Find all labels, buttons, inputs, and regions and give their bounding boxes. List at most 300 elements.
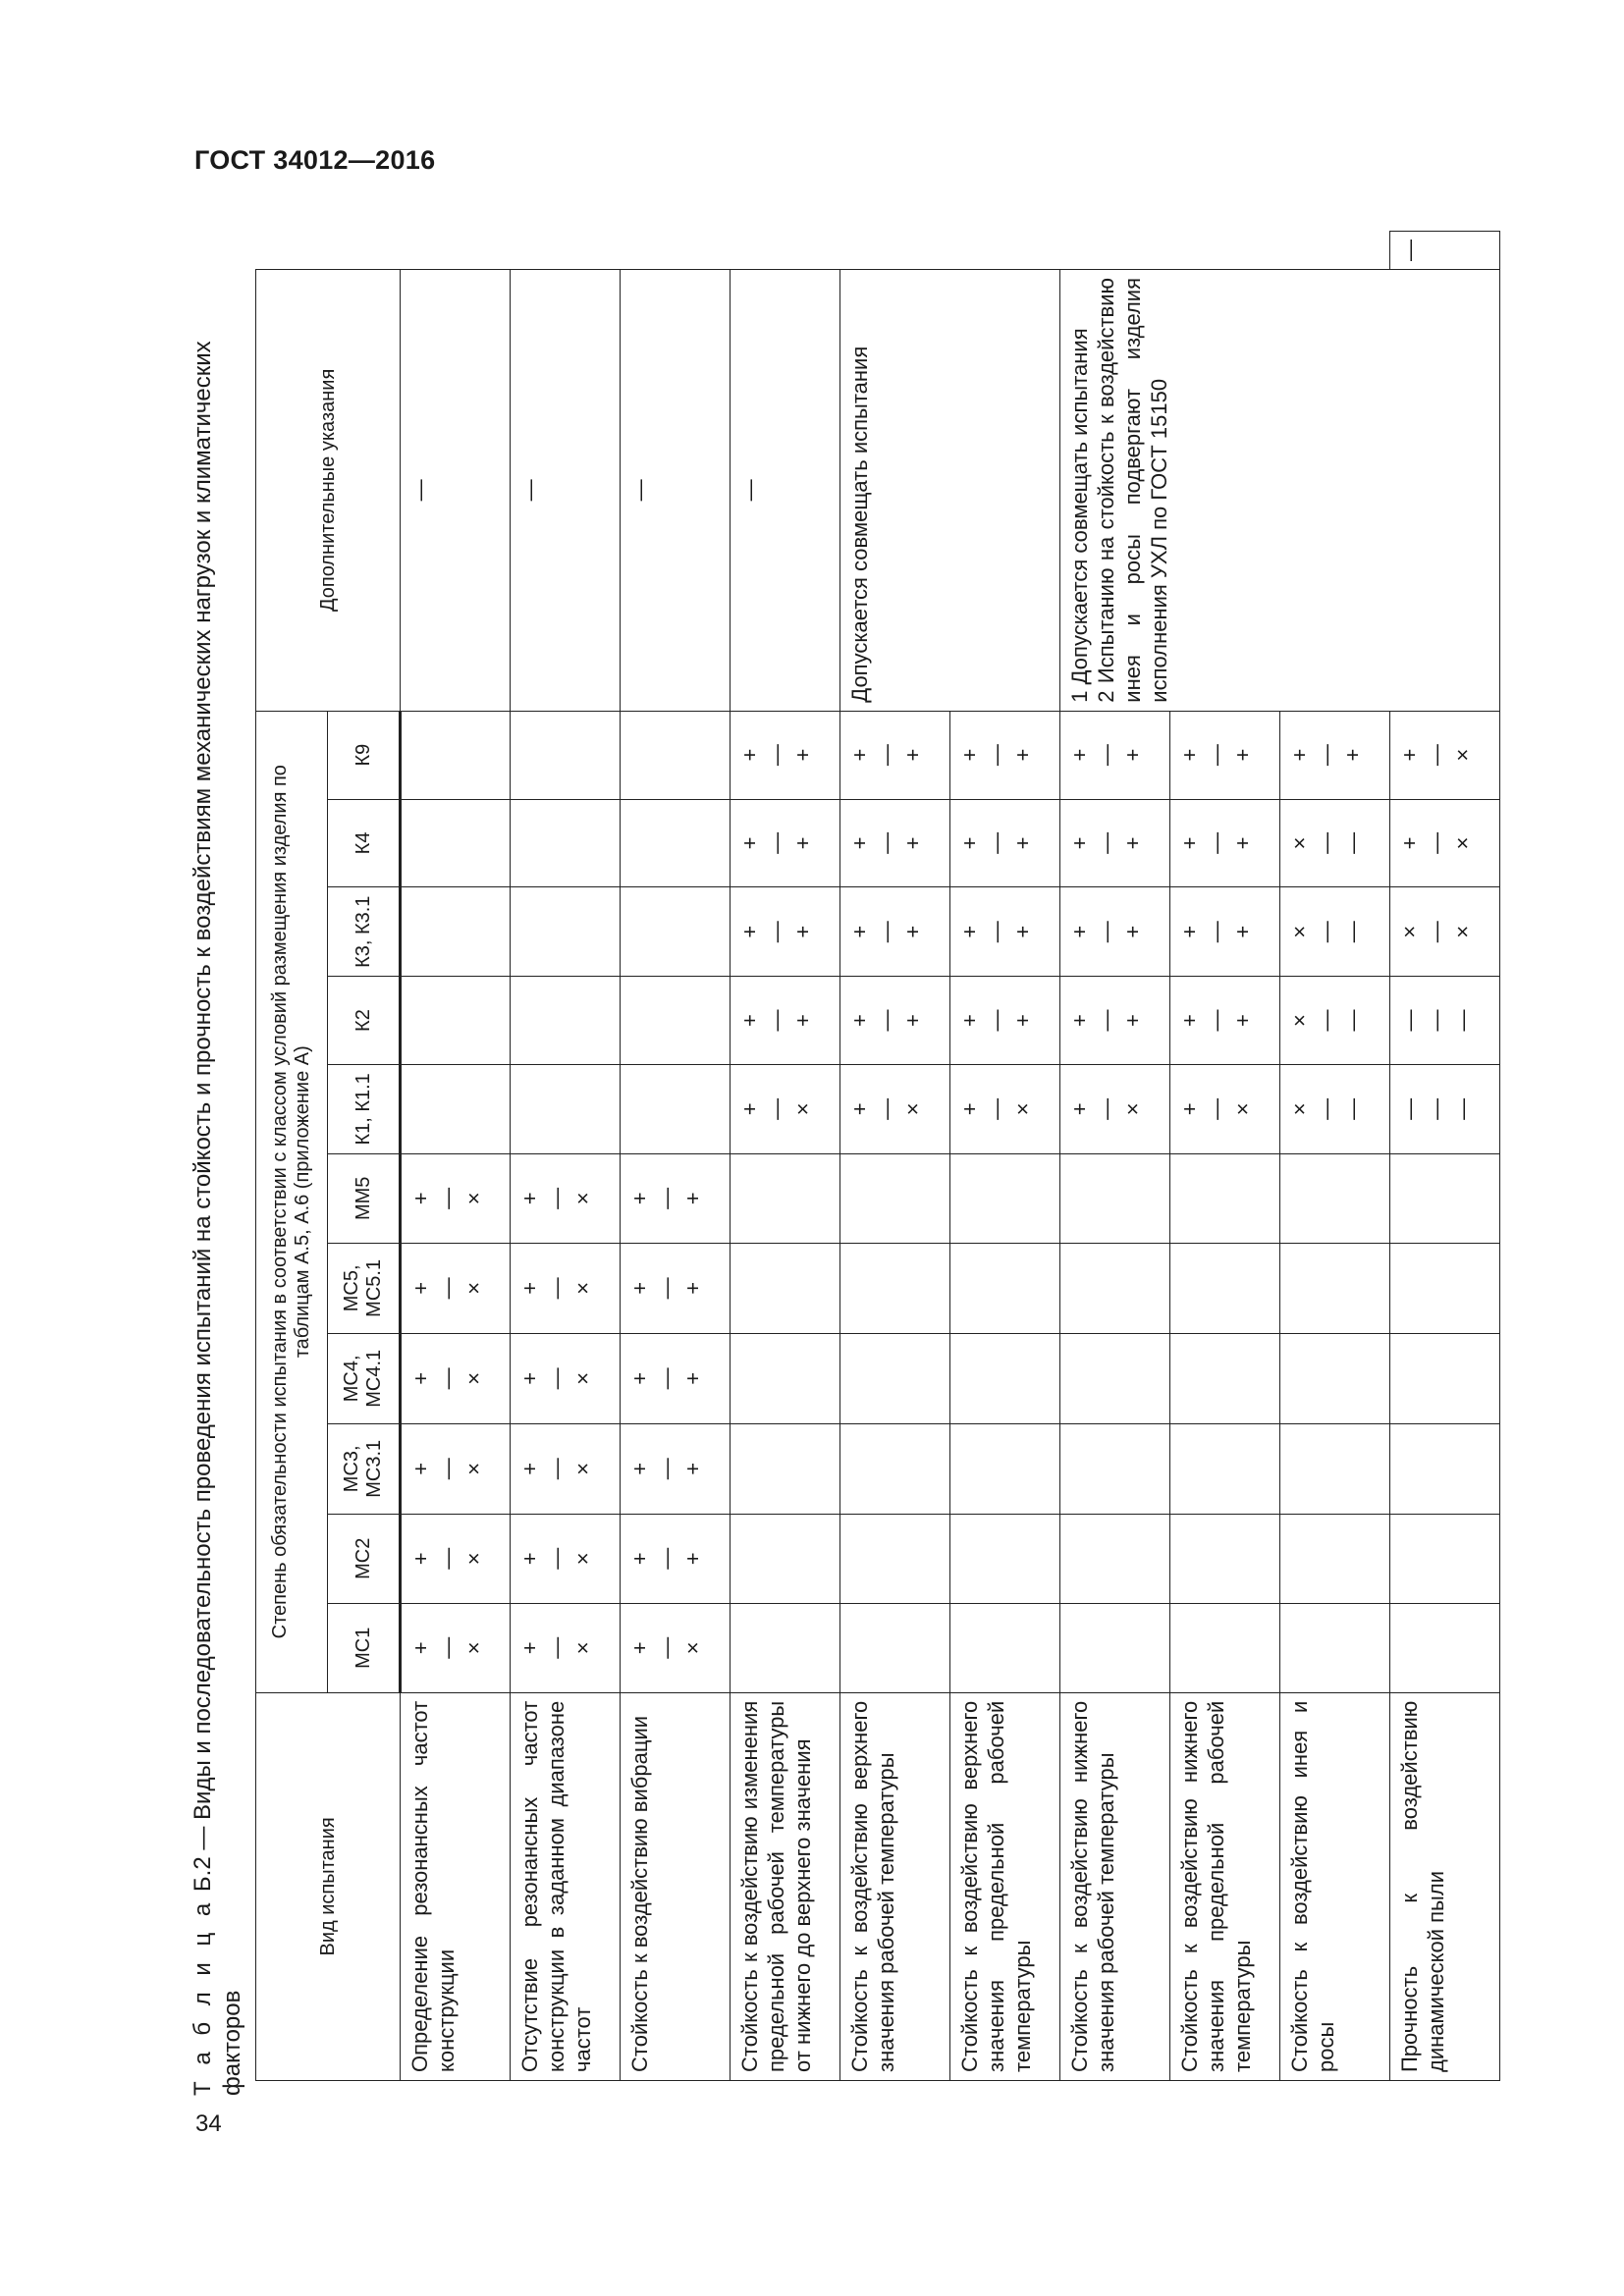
class-mark-cell xyxy=(621,977,731,1065)
mark-symbol: + xyxy=(1230,836,1255,850)
class-mark-cell xyxy=(1390,1603,1500,1692)
mark-symbol: + xyxy=(1067,1014,1092,1027)
mark-symbol: + xyxy=(1067,836,1092,850)
class-mark-cell xyxy=(1390,1243,1500,1333)
notes-cell xyxy=(731,270,840,712)
mark-symbol: — xyxy=(1314,921,1338,943)
mark-symbol: — xyxy=(654,1547,678,1570)
mark-symbol: — xyxy=(874,921,898,943)
table-row xyxy=(731,232,840,2081)
mark-symbol: + xyxy=(847,925,872,938)
mark-symbol: — xyxy=(1204,921,1228,943)
mark-symbol: — xyxy=(435,1458,460,1480)
mark-symbol: — xyxy=(435,1367,460,1390)
class-mark-cell xyxy=(511,711,621,799)
mark-symbol: + xyxy=(627,1371,652,1385)
class-mark-cell xyxy=(1170,1423,1280,1514)
class-mark-cell xyxy=(840,1333,950,1423)
mark-symbol: + xyxy=(1177,836,1202,850)
class-mark-cell xyxy=(511,1603,621,1692)
caption-prefix: Т а б л и ц а xyxy=(189,1897,216,2096)
class-mark-cell xyxy=(731,1423,840,1514)
class-mark-cell xyxy=(1060,711,1170,799)
mark-symbol: — xyxy=(874,744,898,767)
class-mark-cell xyxy=(731,1064,840,1153)
mark-symbol: — xyxy=(435,1187,460,1209)
mark-symbol: — xyxy=(654,1367,678,1390)
class-mark-cell xyxy=(1170,1333,1280,1423)
class-mark-cell xyxy=(1060,977,1170,1065)
test-name: Стойкость к воздействию нижнего значения рабочей температуры xyxy=(1060,1692,1170,2080)
mark-symbol: — xyxy=(874,1009,898,1032)
mark-symbol: × xyxy=(680,1641,705,1655)
mark-symbol: — xyxy=(544,1277,568,1300)
table-row xyxy=(840,232,950,2081)
note-line: — xyxy=(737,479,762,502)
class-mark-cell xyxy=(840,1514,950,1603)
notes-cell xyxy=(840,270,1060,712)
mark-symbol: — xyxy=(544,1458,568,1480)
mark-symbol: — xyxy=(1314,1097,1338,1120)
mark-symbol: × xyxy=(570,1192,595,1205)
tests-table xyxy=(255,231,1500,2081)
mark-symbol: — xyxy=(1424,1009,1448,1032)
class-mark-cell xyxy=(950,1603,1060,1692)
mark-symbol: + xyxy=(408,1462,433,1475)
class-mark-cell xyxy=(511,1514,621,1603)
class-mark-cell xyxy=(511,1064,621,1153)
class-mark-cell xyxy=(401,799,511,887)
test-name: Стойкость к воздействию нижнего значения предельной рабочей температуры xyxy=(1170,1692,1280,2080)
class-mark-cell xyxy=(1170,711,1280,799)
table-row xyxy=(621,232,731,2081)
class-mark-cell xyxy=(1280,711,1390,799)
mark-symbol: — xyxy=(544,1636,568,1659)
class-mark-cell xyxy=(1060,1423,1170,1514)
class-mark-cell xyxy=(1060,1064,1170,1153)
class-mark-cell xyxy=(1390,977,1500,1065)
class-mark-cell xyxy=(401,1064,511,1153)
mark-symbol: + xyxy=(1177,1014,1202,1027)
mark-symbol: + xyxy=(1230,748,1255,762)
mark-symbol: — xyxy=(1204,831,1228,854)
header-class: К4 xyxy=(328,799,401,887)
mark-symbol: — xyxy=(435,1277,460,1300)
mark-symbol: — xyxy=(544,1547,568,1570)
notes-cell xyxy=(1060,270,1500,712)
mark-symbol: — xyxy=(1094,1097,1118,1120)
mark-symbol: — xyxy=(1314,744,1338,767)
class-mark-cell xyxy=(731,1514,840,1603)
mark-symbol: — xyxy=(1424,831,1448,854)
mark-symbol: — xyxy=(1314,1009,1338,1032)
note-line: — xyxy=(517,479,542,502)
test-name: Стойкость к воздействию изменения предельной рабочей температуры от нижнего до верхнего значения xyxy=(731,1692,840,2080)
mark-symbol: + xyxy=(1397,748,1422,762)
mark-symbol: + xyxy=(847,1014,872,1027)
mark-symbol: — xyxy=(1340,1097,1365,1120)
mark-symbol: × xyxy=(1287,836,1312,850)
mark-symbol: + xyxy=(790,836,815,850)
class-mark-cell xyxy=(840,977,950,1065)
class-mark-cell xyxy=(950,977,1060,1065)
class-mark-cell xyxy=(1280,1333,1390,1423)
class-mark-cell xyxy=(1060,1153,1170,1243)
table-row xyxy=(511,232,621,2081)
mark-symbol: + xyxy=(957,925,982,938)
mark-symbol: × xyxy=(1397,925,1422,938)
mark-symbol: + xyxy=(1120,836,1145,850)
class-mark-cell xyxy=(731,977,840,1065)
class-mark-cell xyxy=(401,1423,511,1514)
header-test-type: Вид испытания xyxy=(256,1692,401,2080)
mark-symbol: — xyxy=(984,744,1008,767)
mark-symbol: + xyxy=(1120,925,1145,938)
header-class: К3, К3.1 xyxy=(328,887,401,977)
notes-cell xyxy=(621,270,731,712)
mark-symbol: + xyxy=(1230,925,1255,938)
test-name: Определение резонансных частот конструкции xyxy=(401,1692,511,2080)
mark-symbol: — xyxy=(1094,1009,1118,1032)
mark-symbol: + xyxy=(680,1462,705,1475)
mark-symbol: × xyxy=(1450,836,1475,850)
mark-symbol: + xyxy=(680,1552,705,1566)
class-mark-cell xyxy=(950,1243,1060,1333)
mark-symbol: — xyxy=(1340,831,1365,854)
test-name: Стойкость к воздействию верхнего значения рабочей температуры xyxy=(840,1692,950,2080)
mark-symbol: × xyxy=(461,1371,486,1385)
class-mark-cell xyxy=(1280,1243,1390,1333)
class-mark-cell xyxy=(621,1243,731,1333)
mark-symbol: × xyxy=(570,1641,595,1655)
mark-symbol: + xyxy=(517,1462,542,1475)
mark-symbol: — xyxy=(654,1277,678,1300)
note-line: — xyxy=(1397,240,1422,261)
mark-symbol: + xyxy=(900,836,925,850)
note-line: 2 Испытанию на стойкость к воздействию инея и росы подвергают изделия исполнения УХЛ по ГОСТ 15150 xyxy=(1094,278,1171,703)
mark-symbol: + xyxy=(408,1552,433,1566)
class-mark-cell xyxy=(1170,887,1280,977)
mark-symbol: × xyxy=(461,1281,486,1295)
class-mark-cell xyxy=(1390,1514,1500,1603)
header-class: МС2 xyxy=(328,1514,401,1603)
class-mark-cell xyxy=(840,799,950,887)
mark-symbol: + xyxy=(1177,748,1202,762)
mark-symbol: — xyxy=(654,1458,678,1480)
mark-symbol: + xyxy=(957,1102,982,1116)
mark-symbol: + xyxy=(737,925,762,938)
class-mark-cell xyxy=(1280,1064,1390,1153)
mark-symbol: + xyxy=(1010,925,1035,938)
mark-symbol: + xyxy=(1177,925,1202,938)
mark-symbol: — xyxy=(1397,1097,1422,1120)
mark-symbol: — xyxy=(764,744,788,767)
mark-symbol: — xyxy=(984,921,1008,943)
mark-symbol: × xyxy=(1230,1102,1255,1116)
class-mark-cell xyxy=(731,1243,840,1333)
mark-symbol: — xyxy=(984,831,1008,854)
class-mark-cell xyxy=(731,1153,840,1243)
mark-symbol: + xyxy=(957,748,982,762)
mark-symbol: — xyxy=(1450,1097,1475,1120)
class-mark-cell xyxy=(1390,1153,1500,1243)
mark-symbol: × xyxy=(1287,1102,1312,1116)
table-body xyxy=(401,232,1500,2081)
class-mark-cell xyxy=(401,977,511,1065)
mark-symbol: — xyxy=(764,1009,788,1032)
class-mark-cell xyxy=(840,1153,950,1243)
mark-symbol: + xyxy=(1120,1014,1145,1027)
class-mark-cell xyxy=(1390,1423,1500,1514)
mark-symbol: + xyxy=(1067,925,1092,938)
class-mark-cell xyxy=(840,887,950,977)
notes-cell xyxy=(401,270,511,712)
class-mark-cell xyxy=(621,799,731,887)
mark-symbol: + xyxy=(680,1192,705,1205)
class-mark-cell xyxy=(621,1514,731,1603)
mark-symbol: + xyxy=(847,836,872,850)
mark-symbol: + xyxy=(957,836,982,850)
mark-symbol: + xyxy=(790,1014,815,1027)
mark-symbol: — xyxy=(984,1097,1008,1120)
header-class: МС1 xyxy=(328,1603,401,1692)
mark-symbol: + xyxy=(1340,748,1365,762)
mark-symbol: + xyxy=(517,1192,542,1205)
mark-symbol: + xyxy=(737,1102,762,1116)
mark-symbol: + xyxy=(1287,748,1312,762)
mark-symbol: + xyxy=(1397,836,1422,850)
mark-symbol: + xyxy=(408,1281,433,1295)
table-row xyxy=(401,232,511,2081)
class-mark-cell xyxy=(1280,799,1390,887)
class-mark-cell xyxy=(1170,1243,1280,1333)
mark-symbol: × xyxy=(570,1462,595,1475)
note-line: 1 Допускается совмещать испытания xyxy=(1067,328,1092,703)
class-mark-cell xyxy=(401,887,511,977)
class-mark-cell xyxy=(840,1064,950,1153)
mark-symbol: × xyxy=(570,1552,595,1566)
mark-symbol: — xyxy=(1314,831,1338,854)
class-mark-cell xyxy=(1390,799,1500,887)
mark-symbol: × xyxy=(1450,748,1475,762)
mark-symbol: — xyxy=(1094,744,1118,767)
class-mark-cell xyxy=(401,1243,511,1333)
mark-symbol: — xyxy=(1340,921,1365,943)
test-name: Стойкость к воздействию верхнего значения предельной рабочей температуры xyxy=(950,1692,1060,2080)
mark-symbol: × xyxy=(461,1462,486,1475)
class-mark-cell xyxy=(401,1603,511,1692)
class-mark-cell xyxy=(1280,887,1390,977)
header-class: К9 xyxy=(328,711,401,799)
mark-symbol: × xyxy=(1287,925,1312,938)
header-class-group: Степень обязательности испытания в соответствии с классом условий размещения изделия по таблицам А.5, А.6 (приложение А) xyxy=(256,711,328,1692)
class-mark-cell xyxy=(511,887,621,977)
class-mark-cell xyxy=(1390,1064,1500,1153)
mark-symbol: + xyxy=(737,836,762,850)
mark-symbol: × xyxy=(900,1102,925,1116)
mark-symbol: × xyxy=(570,1371,595,1385)
class-mark-cell xyxy=(1280,977,1390,1065)
class-mark-cell xyxy=(511,1243,621,1333)
mark-symbol: — xyxy=(764,1097,788,1120)
class-mark-cell xyxy=(1060,1603,1170,1692)
class-mark-cell xyxy=(1170,1603,1280,1692)
mark-symbol: + xyxy=(900,748,925,762)
mark-symbol: × xyxy=(461,1641,486,1655)
caption-text: Б.2 — Виды и последовательность проведения испытаний на стойкость и прочность к воздействиям механических нагрузок и климатических факторов xyxy=(189,341,245,2096)
mark-symbol: — xyxy=(1424,1097,1448,1120)
mark-symbol: + xyxy=(900,1014,925,1027)
class-mark-cell xyxy=(1170,799,1280,887)
class-mark-cell xyxy=(1060,1333,1170,1423)
mark-symbol: + xyxy=(627,1192,652,1205)
mark-symbol: — xyxy=(544,1187,568,1209)
class-mark-cell xyxy=(511,799,621,887)
mark-symbol: + xyxy=(737,1014,762,1027)
mark-symbol: + xyxy=(627,1281,652,1295)
class-mark-cell xyxy=(621,1064,731,1153)
test-name: Отсутствие резонансных частот конструкции в заданном диапазоне частот xyxy=(511,1692,621,2080)
mark-symbol: + xyxy=(790,925,815,938)
mark-symbol: — xyxy=(1424,744,1448,767)
class-mark-cell xyxy=(1170,1153,1280,1243)
class-mark-cell xyxy=(621,887,731,977)
mark-symbol: + xyxy=(517,1552,542,1566)
document-code: ГОСТ 34012—2016 xyxy=(194,145,436,175)
class-mark-cell xyxy=(840,1603,950,1692)
class-mark-cell xyxy=(511,977,621,1065)
mark-symbol: — xyxy=(764,921,788,943)
mark-symbol: × xyxy=(790,1102,815,1116)
note-line: — xyxy=(407,479,432,502)
test-name: Стойкость к воздействию вибрации xyxy=(621,1692,731,2080)
mark-symbol: — xyxy=(874,1097,898,1120)
class-mark-cell xyxy=(511,1153,621,1243)
mark-symbol: + xyxy=(517,1641,542,1655)
mark-symbol: + xyxy=(517,1371,542,1385)
header-class: МС5, МС5.1 xyxy=(328,1243,401,1333)
mark-symbol: — xyxy=(1424,921,1448,943)
note-line: Допускается совмещать испытания xyxy=(847,346,872,703)
mark-symbol: × xyxy=(461,1552,486,1566)
mark-symbol: — xyxy=(1094,831,1118,854)
mark-symbol: + xyxy=(1010,748,1035,762)
class-mark-cell xyxy=(621,1603,731,1692)
class-mark-cell xyxy=(1060,887,1170,977)
mark-symbol: — xyxy=(764,831,788,854)
mark-symbol: — xyxy=(1340,1009,1365,1032)
class-mark-cell xyxy=(1170,1514,1280,1603)
class-mark-cell xyxy=(1280,1423,1390,1514)
class-mark-cell xyxy=(1390,1333,1500,1423)
class-mark-cell xyxy=(511,1423,621,1514)
mark-symbol: — xyxy=(1397,1009,1422,1032)
mark-symbol: — xyxy=(1204,1097,1228,1120)
header-class: МС3, МС3.1 xyxy=(328,1423,401,1514)
class-mark-cell xyxy=(950,1514,1060,1603)
mark-symbol: + xyxy=(627,1462,652,1475)
class-mark-cell xyxy=(621,1333,731,1423)
test-name: Стойкость к воздействию инея и росы xyxy=(1280,1692,1390,2080)
mark-symbol: + xyxy=(1230,1014,1255,1027)
class-mark-cell xyxy=(401,1514,511,1603)
class-mark-cell xyxy=(840,1243,950,1333)
mark-symbol: — xyxy=(874,831,898,854)
class-mark-cell xyxy=(1060,1243,1170,1333)
mark-symbol: + xyxy=(627,1552,652,1566)
mark-symbol: × xyxy=(1287,1014,1312,1027)
class-mark-cell xyxy=(1280,1514,1390,1603)
mark-symbol: — xyxy=(435,1636,460,1659)
table-caption xyxy=(189,231,247,2096)
mark-symbol: — xyxy=(654,1187,678,1209)
mark-symbol: + xyxy=(847,1102,872,1116)
mark-symbol: — xyxy=(1204,744,1228,767)
notes-cell xyxy=(1390,232,1500,270)
mark-symbol: + xyxy=(408,1371,433,1385)
mark-symbol: + xyxy=(517,1281,542,1295)
mark-symbol: + xyxy=(627,1641,652,1655)
class-mark-cell xyxy=(731,799,840,887)
class-mark-cell xyxy=(950,1423,1060,1514)
mark-symbol: × xyxy=(570,1281,595,1295)
class-mark-cell xyxy=(401,711,511,799)
page-number: 34 xyxy=(195,2110,222,2137)
mark-symbol: + xyxy=(1177,1102,1202,1116)
class-mark-cell xyxy=(950,887,1060,977)
header-class: К2 xyxy=(328,977,401,1065)
class-mark-cell xyxy=(621,711,731,799)
mark-symbol: + xyxy=(1120,748,1145,762)
header-class: ММ5 xyxy=(328,1153,401,1243)
class-mark-cell xyxy=(950,1333,1060,1423)
class-mark-cell xyxy=(621,1153,731,1243)
mark-symbol: + xyxy=(680,1371,705,1385)
class-mark-cell xyxy=(1390,887,1500,977)
mark-symbol: + xyxy=(1067,748,1092,762)
mark-symbol: + xyxy=(1010,836,1035,850)
mark-symbol: × xyxy=(461,1192,486,1205)
class-mark-cell xyxy=(950,1153,1060,1243)
notes-cell xyxy=(511,270,621,712)
mark-symbol: — xyxy=(1450,1009,1475,1032)
class-mark-cell xyxy=(621,1423,731,1514)
class-mark-cell xyxy=(1390,711,1500,799)
class-mark-cell xyxy=(401,1333,511,1423)
class-mark-cell xyxy=(950,711,1060,799)
mark-symbol: — xyxy=(544,1367,568,1390)
mark-symbol: + xyxy=(900,925,925,938)
mark-symbol: — xyxy=(435,1547,460,1570)
mark-symbol: × xyxy=(1450,925,1475,938)
mark-symbol: — xyxy=(654,1636,678,1659)
mark-symbol: — xyxy=(984,1009,1008,1032)
header-class: МС4, МС4.1 xyxy=(328,1333,401,1423)
class-mark-cell xyxy=(840,711,950,799)
class-mark-cell xyxy=(1060,799,1170,887)
class-mark-cell xyxy=(840,1423,950,1514)
mark-symbol: — xyxy=(1094,921,1118,943)
mark-symbol: + xyxy=(790,748,815,762)
class-mark-cell xyxy=(1060,1514,1170,1603)
class-mark-cell xyxy=(731,887,840,977)
class-mark-cell xyxy=(950,1064,1060,1153)
mark-symbol: + xyxy=(957,1014,982,1027)
class-mark-cell xyxy=(731,1603,840,1692)
class-mark-cell xyxy=(1170,977,1280,1065)
mark-symbol: + xyxy=(408,1192,433,1205)
header-class: К1, К1.1 xyxy=(328,1064,401,1153)
